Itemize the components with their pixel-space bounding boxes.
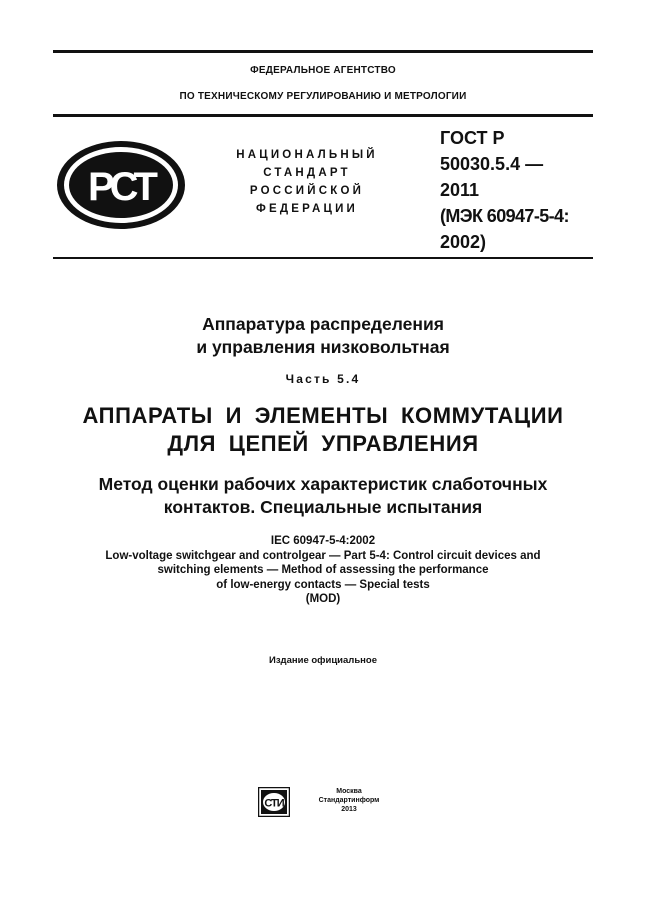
gost-designation [440, 125, 600, 255]
title-line-2: и управления низковольтная [196, 337, 450, 357]
ns-line-2: СТАНДАРТ [263, 167, 351, 179]
standartinform-logo-icon [258, 787, 290, 817]
iec-line-3: of low-energy contacts — Special tests [216, 578, 430, 591]
gost-line-2: 50030.5.4 — [440, 154, 544, 174]
iec-block [0, 534, 646, 607]
rst-logo-text: РСТ [87, 165, 155, 209]
subtitle-line-1: Метод оценки рабочих характеристик слаботочных [98, 474, 548, 494]
gost-line-4: (МЭК 60947-5-4: [440, 206, 569, 226]
subtitle-line-2: контактов. Специальные испытания [163, 497, 483, 517]
iec-line-4: (MOD) [305, 593, 341, 605]
top-rule [53, 50, 593, 53]
edition-label: Издание официальное [269, 655, 377, 666]
iec-line-2: switching elements — Method of assessing the performance [157, 564, 489, 576]
agency-line-1: ФЕДЕРАЛЬНОЕ АГЕНТСТВО [250, 65, 396, 76]
ns-line-1: НАЦИОНАЛЬНЫЙ [236, 149, 378, 161]
main-title-line-2: ДЛЯ ЦЕПЕЙ УПРАВЛЕНИЯ [167, 431, 479, 456]
rst-logo-icon [55, 139, 187, 231]
iec-code: IEC 60947-5-4:2002 [270, 535, 376, 547]
publisher-name: Стандартинформ [318, 797, 380, 804]
gost-line-1: ГОСТ Р [440, 128, 505, 148]
agency-line-2: ПО ТЕХНИЧЕСКОМУ РЕГУЛИРОВАНИЮ И МЕТРОЛОГИИ [179, 91, 467, 102]
title-line-1: Аппаратура распределения [202, 314, 444, 334]
ns-line-4: ФЕДЕРАЦИИ [255, 203, 359, 215]
iec-line-1: Low-voltage switchgear and controlgear — Part 5-4: Control circuit devices and [105, 549, 541, 562]
main-title-line-1: АППАРАТЫ И ЭЛЕМЕНТЫ КОММУТАЦИИ [82, 403, 564, 428]
publisher-year: 2013 [341, 806, 357, 813]
publisher-logo-text: СТИ [264, 797, 284, 810]
ns-line-3: РОССИЙСКОЙ [249, 185, 365, 197]
national-standard-block [212, 146, 402, 218]
header-rule [53, 114, 593, 117]
publisher-city: Москва [336, 788, 362, 795]
middle-rule [53, 257, 593, 259]
part-number: Часть 5.4 [285, 372, 361, 386]
gost-line-3: 2011 [440, 180, 480, 200]
gost-line-5: 2002) [440, 232, 487, 252]
publisher-block [308, 787, 390, 814]
